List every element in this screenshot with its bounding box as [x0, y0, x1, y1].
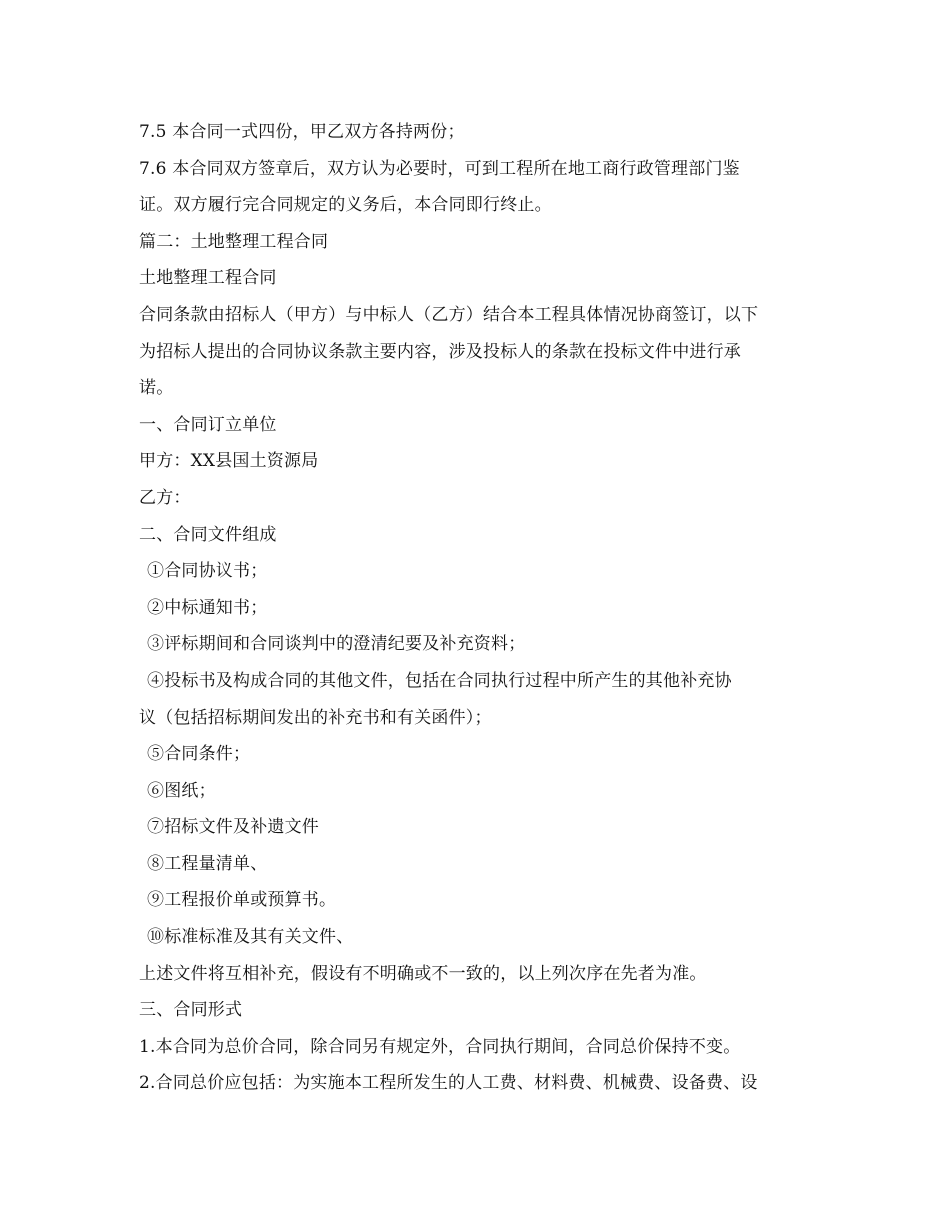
intro-paragraph-line-3: 诺。: [139, 378, 174, 399]
section-2-heading: 二、合同文件组成: [139, 524, 277, 545]
clause-7-6-line-1: 7.6 本合同双方签章后，双方认为必要时，可到工程所在地工商行政管理部门鉴: [139, 158, 740, 179]
section-3-heading: 三、合同形式: [139, 1000, 243, 1021]
document-list-item: ③评标期间和合同谈判中的澄清纪要及补充资料；: [147, 634, 526, 655]
document-list-item: ①合同协议书；: [147, 561, 268, 582]
document-list-item: ②中标通知书；: [147, 597, 268, 618]
document-list-item: ⑤合同条件；: [147, 744, 251, 765]
party-a: 甲方：XX县国土资源局: [139, 451, 319, 472]
document-list-item: ⑩标准标准及其有关文件、: [147, 927, 354, 948]
document-list-item: ⑦招标文件及补遗文件: [147, 817, 319, 838]
clause-7-6-line-2: 证。双方履行完合同规定的义务后，本合同即行终止。: [139, 195, 552, 216]
contract-title: 土地整理工程合同: [139, 268, 277, 289]
document-body: [139, 114, 819, 1102]
intro-paragraph-line-2: 为招标人提出的合同协议条款主要内容，涉及投标人的条款在投标文件中进行承: [139, 341, 741, 362]
clause-7-5: 7.5 本合同一式四份，甲乙双方各持两份；: [139, 122, 465, 142]
clause-3-2: 2.合同总价应包括：为实施本工程所发生的人工费、材料费、机械费、设备费、设: [139, 1073, 758, 1094]
document-list-item: ④投标书及构成合同的其他文件，包括在合同执行过程中所产生的其他补充协: [147, 670, 732, 691]
document-list-item-continuation: 议（包括招标期间发出的补充书和有关函件）；: [139, 707, 492, 728]
document-list-item: ⑥图纸；: [147, 780, 216, 801]
section-1-heading: 一、合同订立单位: [139, 414, 277, 435]
clause-3-1: 1.本合同为总价合同，除合同另有规定外，合同执行期间，合同总价保持不变。: [139, 1036, 741, 1057]
intro-paragraph-line-1: 合同条款由招标人（甲方）与中标人（乙方）结合本工程具体情况协商签订，以下: [139, 304, 759, 325]
party-b: 乙方：: [139, 487, 191, 508]
precedence-note: 上述文件将互相补充，假设有不明确或不一致的，以上列次序在先者为准。: [139, 963, 707, 984]
document-list-item: ⑨工程报价单或预算书。: [147, 890, 337, 911]
chapter-heading: 篇二：土地整理工程合同: [139, 231, 329, 252]
document-list-item: ⑧工程量清单、: [147, 853, 268, 874]
